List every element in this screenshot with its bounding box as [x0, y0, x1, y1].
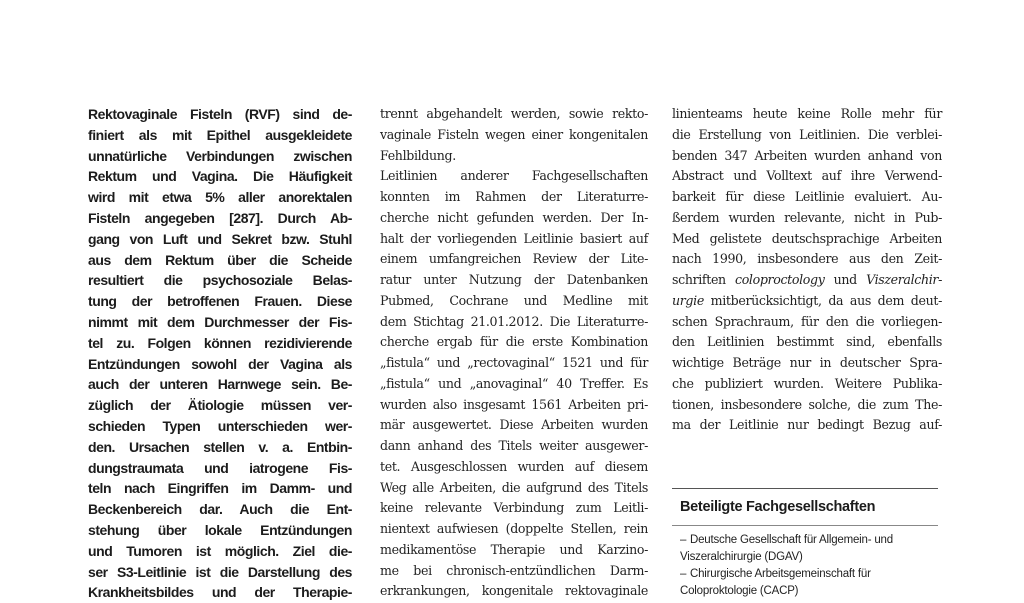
text-line: stehung über lokale Entzündungen [88, 521, 352, 538]
text-line: schen Sprachraum, für den die vorliegen- [672, 313, 942, 329]
societies-box [672, 488, 938, 601]
text-line: konnten im Rahmen der Literaturre- [380, 189, 648, 204]
middle-column [380, 104, 648, 602]
text-line: mär ausgewertet. Diese Arbeiten wurden [380, 417, 648, 433]
text-line: ma der Leitlinie nur bedingt Bezug auf- [672, 417, 942, 433]
society-name: Chirurgische Arbeitsgemeinschaft für [690, 568, 871, 580]
text-line: ratur unter Nutzung der Datenbanken [380, 272, 648, 287]
text-line: Rektum und Vagina. Die Häufigkeit [88, 168, 352, 185]
society-name-cont: Coloproktologie (CACP) [680, 584, 799, 597]
journal-name-coloproctology: coloproctology [734, 272, 825, 287]
right-column [672, 104, 942, 436]
text-line: Rektovaginale Fisteln (RVF) sind de- [88, 106, 352, 122]
text-line: Pubmed, Cochrane und Medline mit [380, 292, 648, 308]
dash-bullet: – [680, 534, 687, 546]
text-line: vaginale Fisteln wegen einer kongenitalen [380, 126, 648, 142]
text-line: benden 347 Arbeiten wurden anhand von [672, 147, 942, 163]
text-line: wird mit etwa 5% aller anorektalen [88, 189, 352, 206]
list-item [680, 566, 938, 599]
text-line: Med gelistete deutschsprachige Arbeiten [672, 230, 942, 246]
society-name-cont: Viszeralchirurgie (DGAV) [680, 550, 803, 563]
journal-name-viszeralchirurgie-end: urgie [672, 292, 704, 308]
society-name: Deutsche Gesellschaft für Allgemein- und [690, 534, 893, 546]
text-line: Fehlbildung. [380, 147, 456, 163]
text-line: wurden also insgesamt 1561 Arbeiten pri- [380, 396, 648, 412]
text-line: che publiziert wurden. Weitere Publika- [672, 375, 942, 391]
text-line: dem Stichtag 21.01.2012. Die Literaturre- [380, 313, 648, 329]
text-line: einem umfangreichen Review der Lite- [380, 251, 648, 267]
text-line: trennt abgehandelt werden, sowie rekto- [380, 106, 648, 121]
text-line: tung der betroffenen Frauen. Diese [88, 293, 352, 310]
text-line: Weg alle Arbeiten, die aufgrund des Titels [380, 479, 648, 495]
text-line: gang von Luft und Sekret bzw. Stuhl [88, 230, 352, 247]
right-column-text [672, 104, 942, 436]
text-fragment: mitberücksichtigt, da aus dem deut- [703, 292, 942, 308]
text-fragment: schriften [672, 272, 735, 287]
text-line: aus dem Rektum über die Scheide [88, 251, 352, 268]
text-line: barkeit für diese Leitlinie evaluiert. Au- [672, 189, 942, 204]
text-line: unnatürliche Verbindungen zwischen [88, 147, 352, 164]
text-line: auch der unteren Harnwege sein. Be- [88, 376, 352, 393]
text-line: Abstract und Volltext auf ihre Verwend- [672, 168, 942, 184]
text-line: me bei chronisch-entzündlichen Darm- [380, 562, 648, 578]
text-line [672, 270, 942, 291]
lead-paragraph [88, 104, 352, 603]
text-line: „fistula“ und „anovaginal“ 40 Treffer. Es [380, 375, 648, 391]
text-line: erkrankungen, kongenitale rektovaginale [380, 583, 648, 599]
text-line: Beckenbereich dar. Auch die Ent- [88, 501, 352, 518]
text-line: den Leitlinien bestimmt sind, ebenfalls [672, 334, 942, 350]
text-line: tet. Ausgeschlossen wurden auf diesem [380, 458, 648, 474]
text-line: und Tumoren ist möglich. Ziel die- [88, 542, 352, 559]
text-line: „fistula“ und „rectovaginal“ 1521 und für [380, 355, 648, 370]
text-line: Leitlinien anderer Fachgesellschaften [380, 168, 648, 184]
text-fragment: und [824, 272, 867, 287]
text-line: linienteams heute keine Rolle mehr für [672, 106, 942, 121]
societies-box-title: Beteiligte Fachgesellschaften [680, 499, 876, 515]
text-line: ßerdem wurden relevante, nicht in Pub- [672, 209, 942, 225]
text-line: cherche ergab für die erste Kombination [380, 334, 648, 350]
text-line: nach 1990, insbesondere aus den Zeit- [672, 251, 942, 267]
text-line: tionen, insbesondere solche, die zum The- [672, 396, 942, 412]
text-line: nimmt mit dem Durchmesser der Fis- [88, 313, 352, 330]
text-line: teln nach Eingriffen im Damm- und [88, 480, 352, 497]
text-line: Entzündungen sowohl der Vagina als [88, 355, 352, 372]
text-line: dungstraumata und iatrogene Fis- [88, 459, 352, 476]
text-line: keine relevante Verbindung zum Leitli- [380, 500, 648, 516]
text-line: finiert als mit Epithel ausgekleidete [88, 126, 352, 143]
text-line: halt der vorliegenden Leitlinie basiert auf [380, 230, 648, 246]
text-line: nientext aufwiesen (doppelte Stellen, rein [380, 521, 648, 536]
middle-column-text [380, 104, 648, 602]
text-line: Fisteln angegeben [287]. Durch Ab- [88, 209, 352, 226]
text-line: den. Ursachen stellen v. a. Entbin- [88, 438, 352, 455]
text-line: cherche nicht gefunden werden. Der In- [380, 209, 648, 225]
list-item [680, 532, 938, 565]
text-line: ser S3-Leitlinie ist die Darstellung des [88, 563, 352, 580]
dash-bullet: – [680, 568, 687, 580]
text-line: die Erstellung von Leitlinien. Die verblei- [672, 126, 942, 142]
text-line: medikamentöse Therapie und Karzino- [380, 541, 648, 557]
societies-list [672, 526, 938, 599]
lead-text [88, 104, 352, 603]
text-line: dann anhand des Titels weiter ausgewer- [380, 438, 648, 453]
text-line [672, 291, 942, 312]
journal-name-viszeralchirurgie: Viszeralchir- [866, 272, 942, 287]
text-line: tel zu. Folgen können rezidivierende [88, 334, 352, 351]
text-line: Krankheitsbildes und der Therapie- [88, 584, 352, 601]
text-line: schieden Typen unterschieden wer- [88, 417, 352, 434]
text-line: züglich der Ätiologie müssen ver- [88, 397, 352, 414]
text-line: resultiert die psychosoziale Belas- [88, 272, 352, 289]
text-line: wichtige Beträge nur in deutscher Spra- [672, 355, 942, 370]
